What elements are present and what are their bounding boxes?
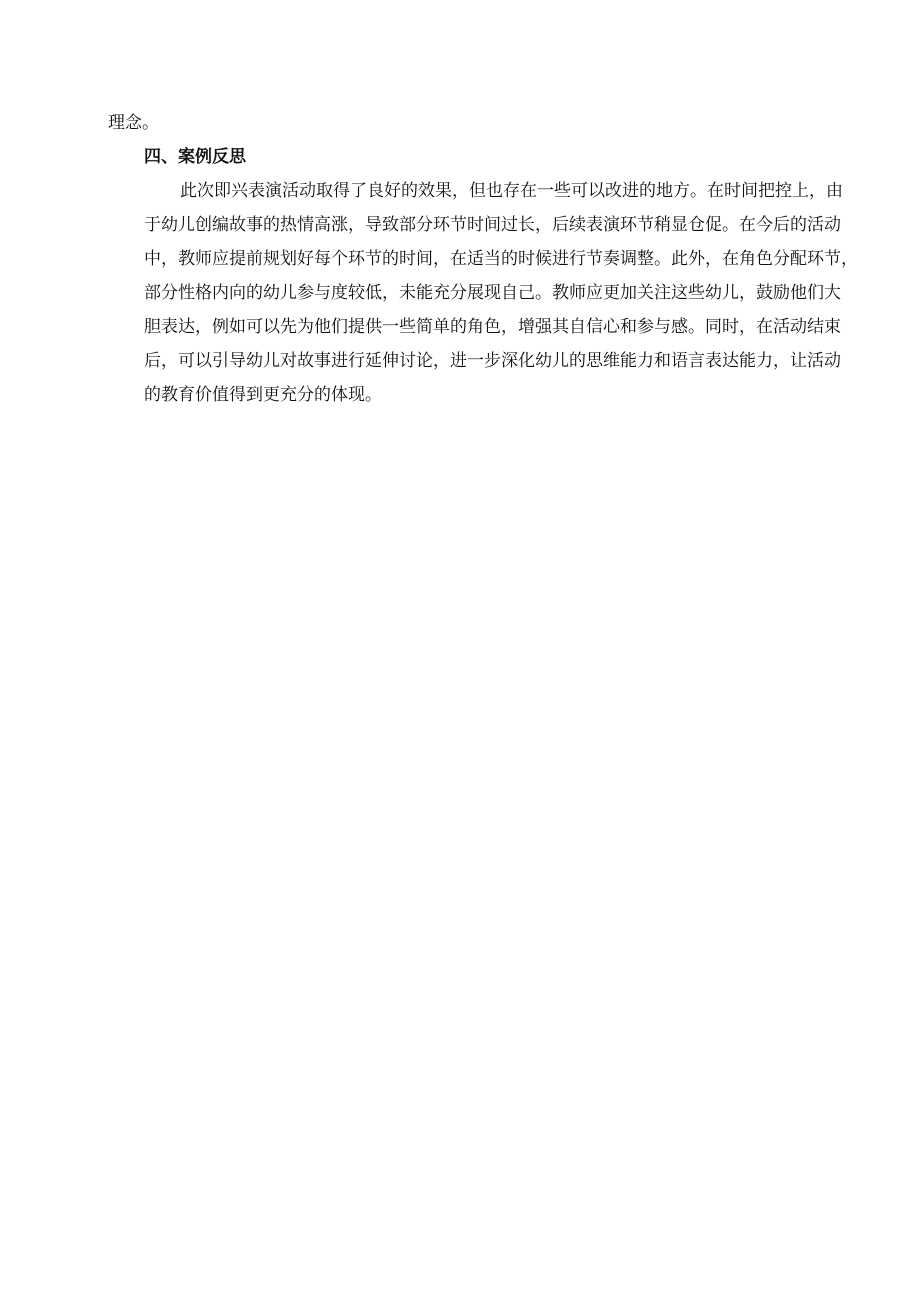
continuation-text: 理念。 xyxy=(108,113,159,133)
document-body xyxy=(108,106,858,412)
paragraph-line: 于幼儿创编故事的热情高涨，导致部分环节时间过长，后续表演环节稍显仓促。在今后的活动 xyxy=(144,215,841,235)
paragraph-line: 此次即兴表演活动取得了良好的效果，但也存在一些可以改进的地方。在时间把控上，由 xyxy=(180,181,843,201)
paragraph-line: 中，教师应提前规划好每个环节的时间，在适当的时候进行节奏调整。此外，在角色分配环节， xyxy=(144,249,858,269)
section-heading: 四、案例反思 xyxy=(144,147,246,167)
reflection-paragraph xyxy=(108,174,858,412)
paragraph-line: 后，可以引导幼儿对故事进行延伸讨论，进一步深化幼儿的思维能力和语言表达能力，让活动 xyxy=(144,351,841,371)
paragraph-line: 部分性格内向的幼儿参与度较低，未能充分展现自己。教师应更加关注这些幼儿，鼓励他们大 xyxy=(144,283,841,303)
paragraph-line: 胆表达，例如可以先为他们提供一些简单的角色，增强其自信心和参与感。同时，在活动结束 xyxy=(144,317,841,337)
paragraph-line: 的教育价值得到更充分的体现。 xyxy=(144,385,382,405)
